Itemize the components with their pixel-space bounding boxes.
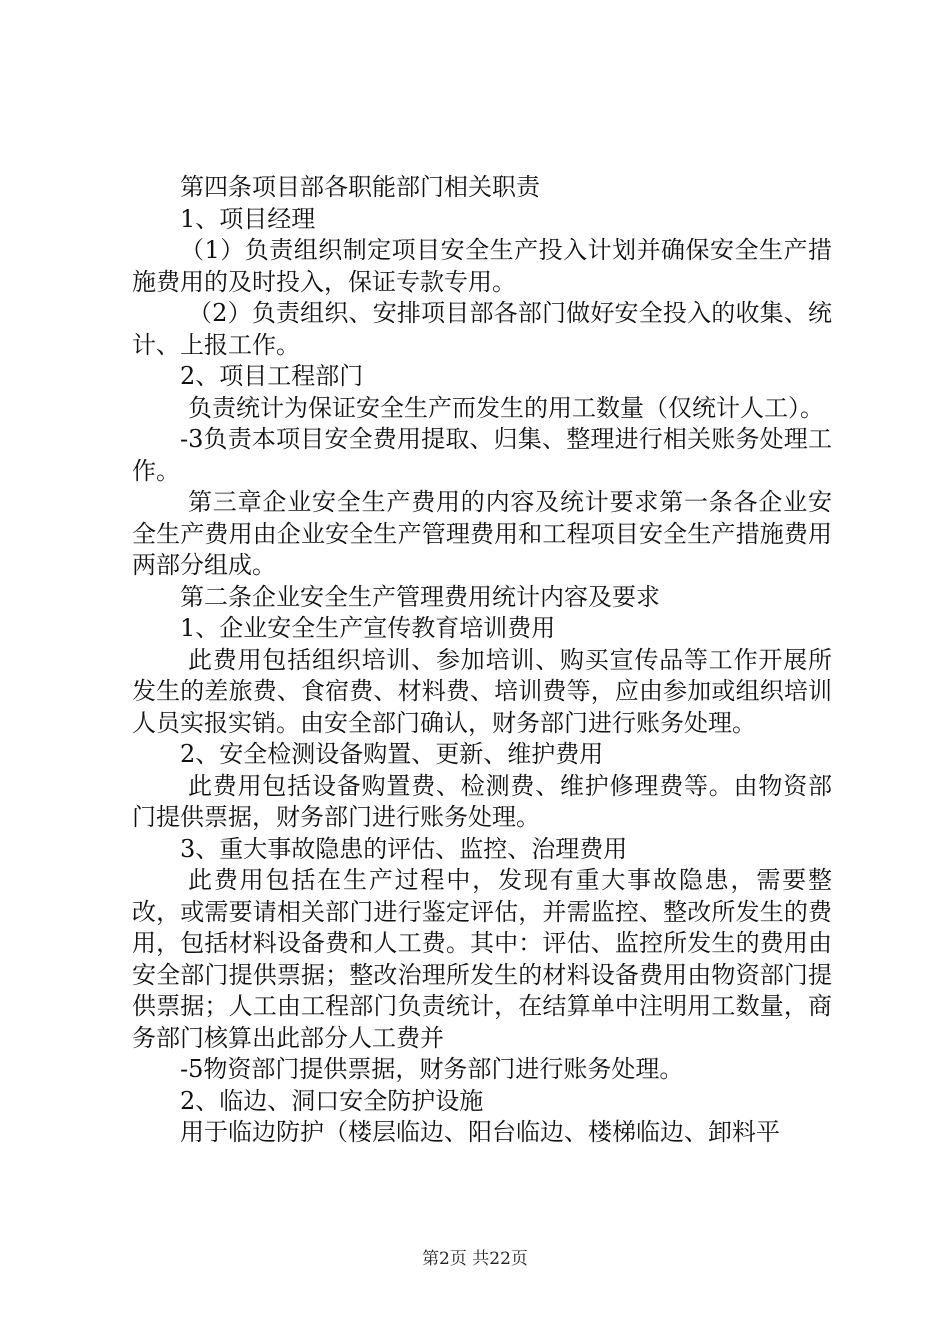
item-heading: 2、项目工程部门 bbox=[180, 362, 364, 390]
paragraph: 负责统计为保证安全生产而发生的用工数量（仅统计人工）。 bbox=[188, 393, 824, 422]
paragraph: 第三章企业安全生产费用的内容及统计要求第一条各企业安全生产费用由企业安全生产管理费用和工程项目安全生产措施费用两部分组成。 bbox=[132, 488, 832, 579]
paragraph: -3负责本项目安全费用提取、归集、整理进行相关账务处理工作。 bbox=[132, 425, 832, 485]
paragraph: （1）负责组织制定项目安全生产投入计划并确保安全生产措施费用的及时投入，保证专款专用。 bbox=[132, 236, 832, 296]
item-heading: 2、临边、洞口安全防护设施 bbox=[180, 1086, 484, 1115]
document-body bbox=[132, 172, 832, 1149]
item-heading: 1、项目经理 bbox=[180, 204, 316, 233]
paragraph: （2）负责组织、安排项目部各部门做好安全投入的收集、统计、上报工作。 bbox=[132, 299, 832, 359]
page-footer: 第2页 共22页 bbox=[422, 1249, 528, 1269]
section-heading: 第四条项目部各职能部门相关职责 bbox=[180, 173, 540, 201]
item-heading: 3、重大事故隐患的评估、监控、治理费用 bbox=[180, 834, 628, 863]
paragraph: 此费用包括组织培训、参加培训、购买宣传品等工作开展所发生的差旅费、食宿费、材料费、培训费等，应由参加或组织培训人员实报实销。由安全部门确认，财务部门进行账务处理。 bbox=[132, 645, 832, 737]
paragraph: -5物资部门提供票据，财务部门进行账务处理。 bbox=[180, 1055, 684, 1083]
section-heading: 第二条企业安全生产管理费用统计内容及要求 bbox=[180, 582, 660, 611]
paragraph: 此费用包括在生产过程中，发现有重大事故隐患，需要整改，或需要请相关部门进行鉴定评估，并需监控、整改所发生的费用，包括材料设备费和人工费。其中：评估、监控所发生的费用由安全部门提供票据；整改治理所发生的材料设备费用由物资部门提供票据；人工由工程部门负责统计，在结算单中注明用工数量，商务部门核算出此部分人工费并 bbox=[132, 866, 832, 1052]
item-heading: 1、企业安全生产宣传教育培训费用 bbox=[180, 614, 556, 642]
paragraph: 此费用包括设备购置费、检测费、维护修理费等。由物资部门提供票据，财务部门进行账务处理。 bbox=[132, 771, 832, 831]
paragraph: 用于临边防护（楼层临边、阳台临边、楼梯临边、卸料平 bbox=[180, 1118, 780, 1146]
item-heading: 2、安全检测设备购置、更新、维护费用 bbox=[180, 740, 604, 768]
